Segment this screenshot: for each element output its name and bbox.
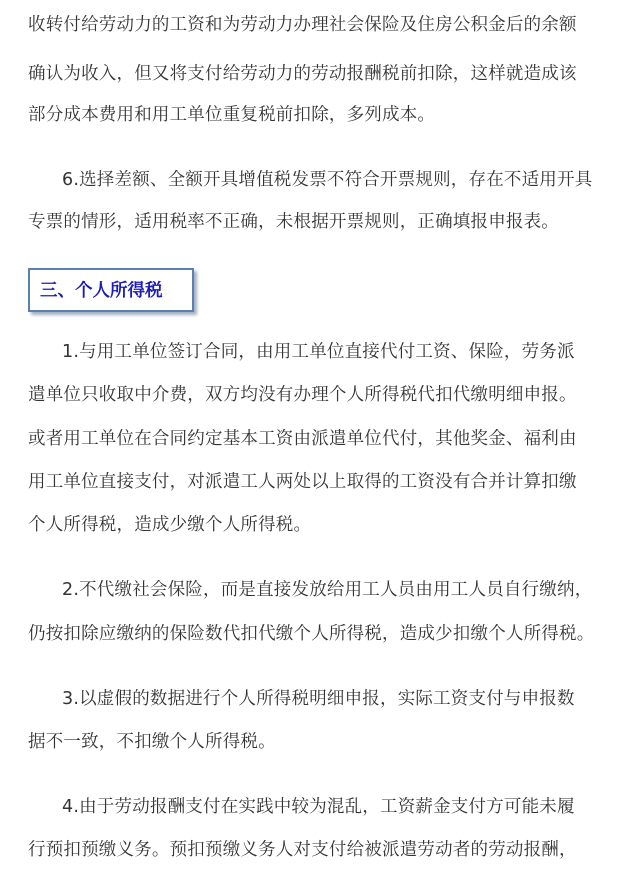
paragraph-line: 1.与用工单位签订合同，由用工单位直接代付工资、保险，劳务派 [62, 342, 575, 362]
paragraph-line: 6.选择差额、全额开具增值税发票不符合开票规则，存在不适用开具 [62, 170, 593, 190]
paragraph-line: 确认为收入，但又将支付给劳动力的劳动报酬税前扣除，这样就造成该 [28, 64, 577, 84]
paragraph-line: 用工单位直接支付，对派遣工人两处以上取得的工资没有合并计算扣缴 [28, 472, 577, 492]
paragraph-line: 专票的情形，适用税率不正确，未根据开票规则，正确填报申报表。 [28, 212, 559, 232]
section-heading: 三、个人所得税 [40, 281, 163, 301]
paragraph-line: 2.不代缴社会保险，而是直接发放给用工人员由用工人员自行缴纳， [62, 580, 593, 600]
paragraph-line: 部分成本费用和用工单位重复税前扣除，多列成本。 [28, 105, 436, 125]
paragraph-line: 收转付给劳动力的工资和为劳动力办理社会保险及住房公积金后的余额 [28, 15, 577, 35]
paragraph-line: 个人所得税，造成少缴个人所得税。 [28, 515, 312, 535]
paragraph-line: 遣单位只收取中介费，双方均没有办理个人所得税代扣代缴明细申报。 [28, 385, 577, 405]
paragraph-line: 行预扣预缴义务。预扣预缴义务人对支付给被派遣劳动者的劳动报酬， [28, 840, 577, 860]
paragraph-line: 或者用工单位在合同约定基本工资由派遣单位代付，其他奖金、福利由 [28, 429, 577, 449]
paragraph-line: 3.以虚假的数据进行个人所得税明细申报，实际工资支付与申报数 [62, 689, 575, 709]
paragraph-line: 仍按扣除应缴纳的保险数代扣代缴个人所得税，造成少扣缴个人所得税。 [28, 624, 595, 644]
paragraph-line: 4.由于劳动报酬支付在实践中较为混乱，工资薪金支付方可能未履 [62, 797, 575, 817]
paragraph-line: 据不一致，不扣缴个人所得税。 [28, 732, 276, 752]
section-heading-box [28, 268, 194, 312]
